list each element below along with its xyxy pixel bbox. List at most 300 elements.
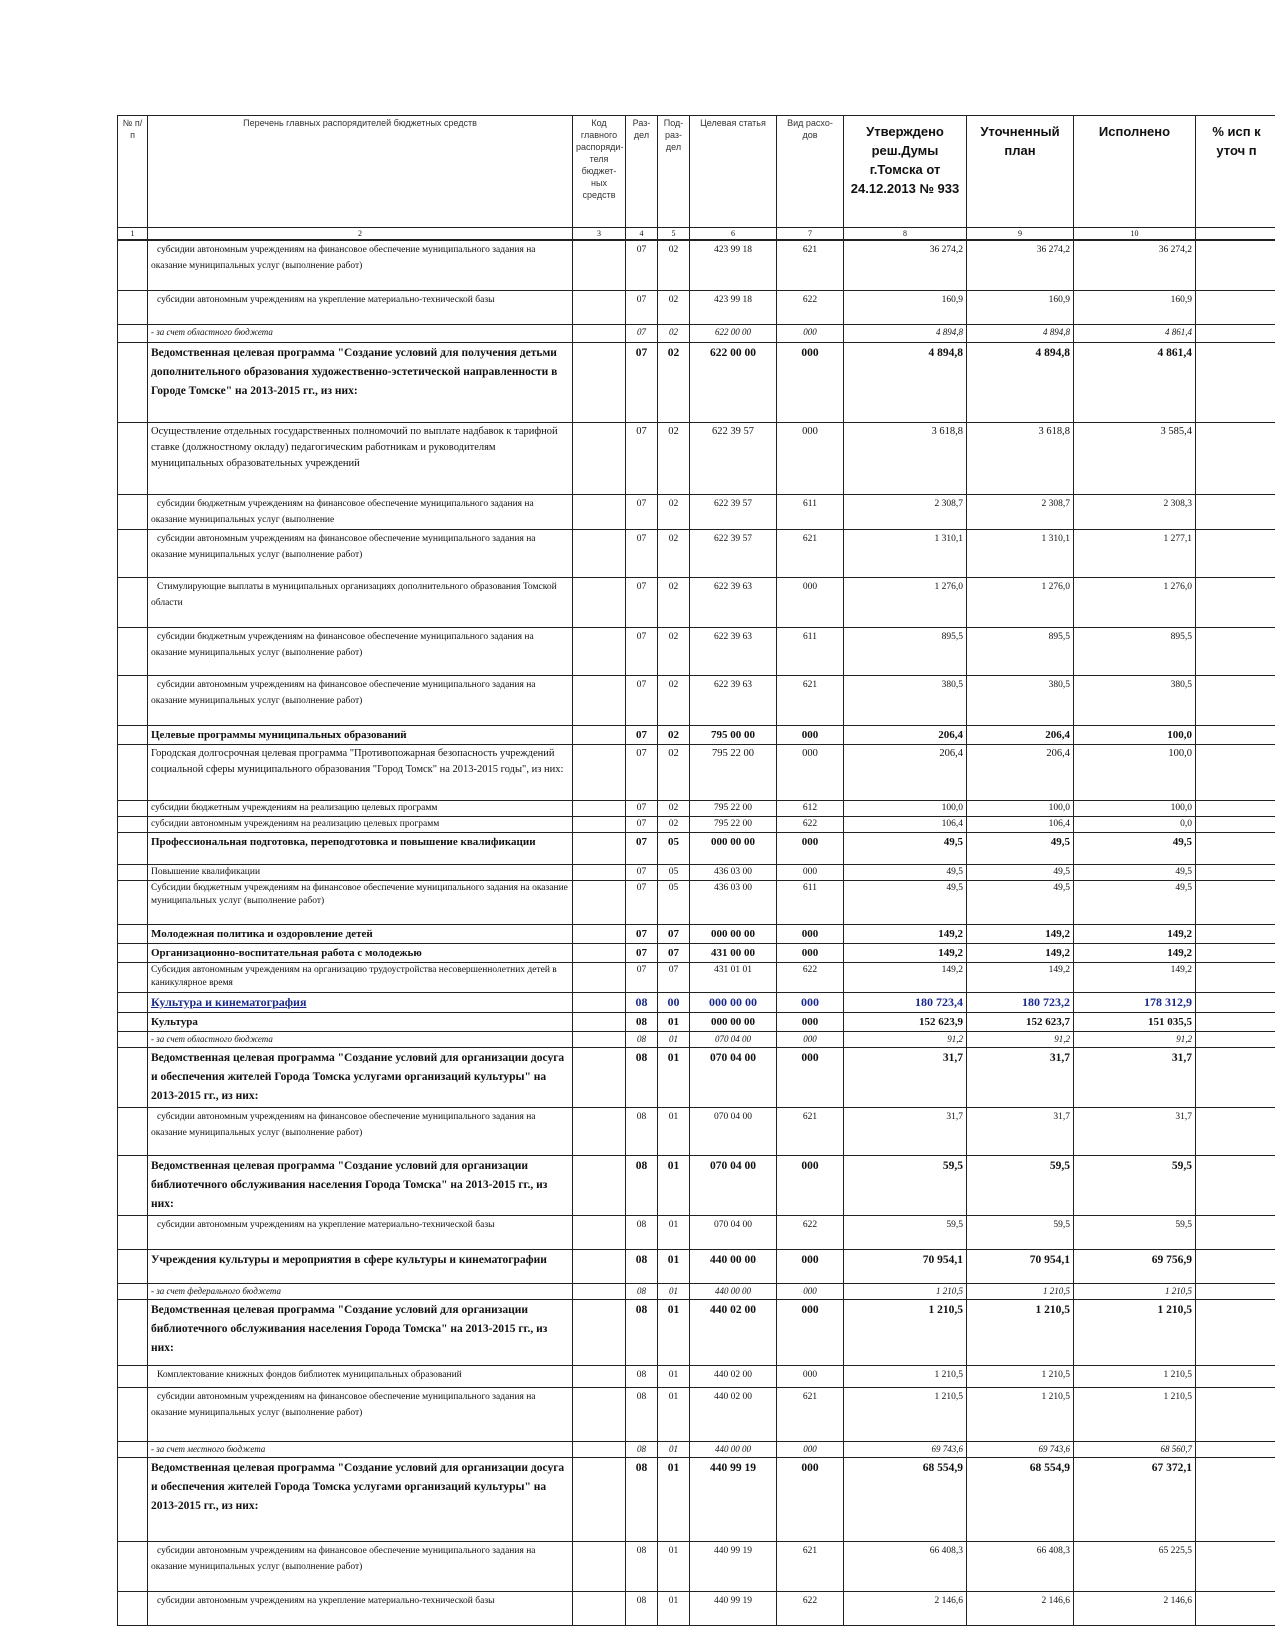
colnum: 7: [777, 228, 844, 241]
cell-vr: 611: [777, 880, 844, 924]
cell-exec: 4 861,4: [1074, 324, 1196, 342]
cell-name: - за счет областного бюджета: [148, 1031, 573, 1047]
cell-pr: 00: [658, 992, 690, 1012]
cell-plan: 149,2: [967, 962, 1074, 992]
cell-code: [573, 675, 626, 725]
cell-exec: 178 312,9: [1074, 992, 1196, 1012]
cell-vr: 000: [777, 1365, 844, 1387]
cell-plan: 1 276,0: [967, 577, 1074, 627]
cell-vr: 000: [777, 1155, 844, 1215]
cell-no: [118, 627, 148, 675]
cell-vr: 622: [777, 816, 844, 832]
cell-approved: 149,2: [844, 924, 967, 943]
cell-pct: [1196, 800, 1275, 816]
table-row: [118, 627, 1275, 675]
cell-exec: 31,7: [1074, 1047, 1196, 1107]
cell-name: субсидии бюджетным учреждениям на реализацию целевых программ: [148, 800, 573, 816]
cell-exec: 1 210,5: [1074, 1365, 1196, 1387]
cell-pct: [1196, 864, 1275, 880]
cell-plan: 31,7: [967, 1047, 1074, 1107]
cell-cs: 070 04 00: [690, 1155, 777, 1215]
cell-vr: 622: [777, 1591, 844, 1625]
cell-code: [573, 1047, 626, 1107]
cell-rz: 08: [626, 1047, 658, 1107]
cell-vr: 000: [777, 1457, 844, 1541]
cell-cs: 795 22 00: [690, 800, 777, 816]
cell-cs: 436 03 00: [690, 880, 777, 924]
cell-pr: 01: [658, 1365, 690, 1387]
table-row: [118, 290, 1275, 324]
cell-plan: 1 310,1: [967, 529, 1074, 577]
cell-pct: [1196, 494, 1275, 529]
cell-exec: 69 756,9: [1074, 1249, 1196, 1283]
cell-no: [118, 880, 148, 924]
cell-no: [118, 1541, 148, 1591]
table-row: [118, 880, 1275, 924]
cell-pr: 02: [658, 577, 690, 627]
table-row: [118, 577, 1275, 627]
cell-pr: 02: [658, 725, 690, 744]
table-row: [118, 725, 1275, 744]
cell-plan: 36 274,2: [967, 240, 1074, 290]
cell-no: [118, 290, 148, 324]
cell-no: [118, 725, 148, 744]
cell-exec: 1 210,5: [1074, 1299, 1196, 1365]
table-row: [118, 1283, 1275, 1299]
cell-code: [573, 240, 626, 290]
header-type: Вид расхо-дов: [777, 116, 844, 228]
cell-code: [573, 324, 626, 342]
cell-pr: 02: [658, 816, 690, 832]
cell-vr: 000: [777, 744, 844, 800]
cell-rz: 07: [626, 422, 658, 494]
cell-rz: 08: [626, 1441, 658, 1457]
cell-approved: 91,2: [844, 1031, 967, 1047]
cell-rz: 08: [626, 1299, 658, 1365]
cell-exec: 36 274,2: [1074, 240, 1196, 290]
cell-name: субсидии автономным учреждениям на укрепление материально-технической базы: [148, 290, 573, 324]
cell-code: [573, 1441, 626, 1457]
cell-pct: [1196, 924, 1275, 943]
cell-cs: 440 00 00: [690, 1283, 777, 1299]
cell-pr: 01: [658, 1012, 690, 1031]
cell-rz: 08: [626, 992, 658, 1012]
cell-pct: [1196, 240, 1275, 290]
cell-plan: 4 894,8: [967, 342, 1074, 422]
table-row: [118, 1365, 1275, 1387]
cell-plan: 1 210,5: [967, 1299, 1074, 1365]
cell-exec: 67 372,1: [1074, 1457, 1196, 1541]
cell-no: [118, 529, 148, 577]
cell-vr: 000: [777, 864, 844, 880]
cell-code: [573, 725, 626, 744]
cell-code: [573, 943, 626, 962]
cell-pct: [1196, 1441, 1275, 1457]
cell-approved: 36 274,2: [844, 240, 967, 290]
cell-code: [573, 342, 626, 422]
table-row: [118, 816, 1275, 832]
cell-code: [573, 1031, 626, 1047]
cell-no: [118, 992, 148, 1012]
cell-no: [118, 422, 148, 494]
cell-rz: 07: [626, 324, 658, 342]
colnum: 3: [573, 228, 626, 241]
cell-pr: 01: [658, 1441, 690, 1457]
table-row: [118, 1541, 1275, 1591]
cell-rz: 08: [626, 1215, 658, 1249]
cell-exec: 49,5: [1074, 864, 1196, 880]
cell-cs: 000 00 00: [690, 832, 777, 864]
cell-cs: 795 00 00: [690, 725, 777, 744]
header-code: Код главного распоряди-теля бюджет-ных средств: [573, 116, 626, 228]
cell-exec: 4 861,4: [1074, 342, 1196, 422]
cell-plan: 59,5: [967, 1215, 1074, 1249]
cell-pr: 01: [658, 1591, 690, 1625]
colnum: 4: [626, 228, 658, 241]
cell-plan: 380,5: [967, 675, 1074, 725]
budget-table: [117, 115, 1275, 1626]
cell-code: [573, 577, 626, 627]
cell-vr: 000: [777, 832, 844, 864]
cell-code: [573, 1107, 626, 1155]
cell-plan: 70 954,1: [967, 1249, 1074, 1283]
cell-cs: 000 00 00: [690, 1012, 777, 1031]
table-row: [118, 1012, 1275, 1031]
cell-pct: [1196, 1299, 1275, 1365]
cell-name: Ведомственная целевая программа "Создание условий для получения детьми дополнительного образования художественно-эстетической направленности в Городе Томске" на 2013-2015 гг., из них:: [148, 342, 573, 422]
cell-approved: 66 408,3: [844, 1541, 967, 1591]
table-row: [118, 800, 1275, 816]
cell-vr: 621: [777, 240, 844, 290]
cell-approved: 49,5: [844, 832, 967, 864]
cell-code: [573, 1365, 626, 1387]
cell-approved: 149,2: [844, 962, 967, 992]
cell-vr: 000: [777, 725, 844, 744]
cell-pr: 01: [658, 1283, 690, 1299]
cell-name: Субсидии бюджетным учреждениям на финансовое обеспечение муниципального задания на оказание муниципальных услуг (выполнение работ): [148, 880, 573, 924]
cell-pr: 01: [658, 1107, 690, 1155]
table-row: [118, 1457, 1275, 1541]
cell-pr: 01: [658, 1387, 690, 1441]
table-row: [118, 1047, 1275, 1107]
table-row: [118, 1031, 1275, 1047]
cell-pct: [1196, 1387, 1275, 1441]
cell-name: субсидии автономным учреждениям на финансовое обеспечение муниципального задания на оказание муниципальных услуг (выполнение работ): [148, 240, 573, 290]
cell-plan: 49,5: [967, 880, 1074, 924]
cell-name: субсидии автономным учреждениям на укрепление материально-технической базы: [148, 1215, 573, 1249]
cell-no: [118, 1387, 148, 1441]
cell-vr: 621: [777, 1541, 844, 1591]
cell-name: Повышение квалификации: [148, 864, 573, 880]
cell-name: субсидии автономным учреждениям на финансовое обеспечение муниципального задания на оказание муниципальных услуг (выполнение работ): [148, 1107, 573, 1155]
cell-approved: 70 954,1: [844, 1249, 967, 1283]
cell-no: [118, 1299, 148, 1365]
cell-code: [573, 1591, 626, 1625]
colnum: 9: [967, 228, 1074, 241]
cell-pr: 02: [658, 494, 690, 529]
cell-cs: 440 02 00: [690, 1387, 777, 1441]
cell-name: Профессиональная подготовка, переподготовка и повышение квалификации: [148, 832, 573, 864]
cell-vr: 621: [777, 1387, 844, 1441]
cell-rz: 07: [626, 529, 658, 577]
cell-plan: 100,0: [967, 800, 1074, 816]
cell-rz: 07: [626, 943, 658, 962]
table-row: [118, 1155, 1275, 1215]
cell-rz: 08: [626, 1012, 658, 1031]
cell-pct: [1196, 1047, 1275, 1107]
cell-pct: [1196, 1031, 1275, 1047]
cell-approved: 206,4: [844, 744, 967, 800]
table-row: [118, 962, 1275, 992]
cell-code: [573, 627, 626, 675]
cell-exec: 100,0: [1074, 744, 1196, 800]
cell-vr: 611: [777, 494, 844, 529]
cell-vr: 622: [777, 1215, 844, 1249]
table-row: [118, 943, 1275, 962]
cell-plan: 152 623,7: [967, 1012, 1074, 1031]
cell-name: Молодежная политика и оздоровление детей: [148, 924, 573, 943]
cell-code: [573, 924, 626, 943]
cell-rz: 07: [626, 880, 658, 924]
cell-pct: [1196, 1365, 1275, 1387]
cell-pct: [1196, 1107, 1275, 1155]
cell-exec: 2 308,3: [1074, 494, 1196, 529]
cell-exec: 3 585,4: [1074, 422, 1196, 494]
cell-rz: 07: [626, 627, 658, 675]
cell-plan: 180 723,2: [967, 992, 1074, 1012]
cell-vr: 622: [777, 962, 844, 992]
cell-exec: 100,0: [1074, 800, 1196, 816]
cell-plan: 49,5: [967, 864, 1074, 880]
cell-cs: 622 39 63: [690, 577, 777, 627]
cell-code: [573, 290, 626, 324]
cell-approved: 100,0: [844, 800, 967, 816]
cell-cs: 423 99 18: [690, 290, 777, 324]
cell-vr: 000: [777, 324, 844, 342]
cell-no: [118, 1283, 148, 1299]
cell-name: Стимулирующие выплаты в муниципальных организациях дополнительного образования Томской области: [148, 577, 573, 627]
cell-name: Городская долгосрочная целевая программа "Противопожарная безопасность учреждений социальной сферы муниципального образования "Город Томск" на 2013-2015 годы", из них:: [148, 744, 573, 800]
cell-name: субсидии автономным учреждениям на финансовое обеспечение муниципального задания на оказание муниципальных услуг (выполнение работ): [148, 1541, 573, 1591]
cell-code: [573, 529, 626, 577]
cell-plan: 3 618,8: [967, 422, 1074, 494]
cell-pr: 01: [658, 1457, 690, 1541]
cell-pr: 02: [658, 627, 690, 675]
cell-vr: 000: [777, 1441, 844, 1457]
table-body: [118, 240, 1275, 1625]
cell-pct: [1196, 832, 1275, 864]
colnum: 8: [844, 228, 967, 241]
cell-vr: 000: [777, 1249, 844, 1283]
cell-plan: 1 210,5: [967, 1283, 1074, 1299]
cell-exec: 380,5: [1074, 675, 1196, 725]
cell-rz: 08: [626, 1541, 658, 1591]
cell-code: [573, 816, 626, 832]
cell-no: [118, 240, 148, 290]
budget-table-sheet: [117, 115, 1275, 1626]
cell-plan: 4 894,8: [967, 324, 1074, 342]
cell-no: [118, 816, 148, 832]
cell-pct: [1196, 1591, 1275, 1625]
cell-name: субсидии бюджетным учреждениям на финансовое обеспечение муниципального задания на оказание муниципальных услуг (выполнение работ): [148, 627, 573, 675]
cell-pct: [1196, 962, 1275, 992]
cell-pr: 02: [658, 290, 690, 324]
cell-approved: 4 894,8: [844, 342, 967, 422]
cell-plan: 49,5: [967, 832, 1074, 864]
cell-vr: 622: [777, 290, 844, 324]
cell-name: Ведомственная целевая программа "Создание условий для организации досуга и обеспечения жителей Города Томска услугами организаций культуры" на 2013-2015 гг., из них:: [148, 1047, 573, 1107]
cell-rz: 07: [626, 494, 658, 529]
cell-code: [573, 1283, 626, 1299]
cell-exec: 895,5: [1074, 627, 1196, 675]
cell-pr: 05: [658, 880, 690, 924]
cell-approved: 380,5: [844, 675, 967, 725]
table-row: [118, 1387, 1275, 1441]
cell-pct: [1196, 577, 1275, 627]
cell-plan: 149,2: [967, 924, 1074, 943]
cell-pr: 05: [658, 832, 690, 864]
cell-rz: 08: [626, 1387, 658, 1441]
cell-plan: 160,9: [967, 290, 1074, 324]
cell-no: [118, 943, 148, 962]
cell-approved: 49,5: [844, 864, 967, 880]
cell-pct: [1196, 627, 1275, 675]
cell-plan: 895,5: [967, 627, 1074, 675]
cell-no: [118, 1031, 148, 1047]
cell-no: [118, 342, 148, 422]
cell-exec: 1 276,0: [1074, 577, 1196, 627]
cell-approved: 49,5: [844, 880, 967, 924]
cell-no: [118, 1215, 148, 1249]
colnum: 2: [148, 228, 573, 241]
cell-no: [118, 1047, 148, 1107]
cell-pr: 01: [658, 1541, 690, 1591]
cell-approved: 4 894,8: [844, 324, 967, 342]
cell-plan: 69 743,6: [967, 1441, 1074, 1457]
cell-pr: 05: [658, 864, 690, 880]
cell-cs: 070 04 00: [690, 1215, 777, 1249]
cell-code: [573, 962, 626, 992]
cell-code: [573, 1457, 626, 1541]
cell-cs: 431 01 01: [690, 962, 777, 992]
colnum: 5: [658, 228, 690, 241]
table-row: [118, 342, 1275, 422]
cell-approved: 1 210,5: [844, 1283, 967, 1299]
header-approved: Утверждено реш.Думы г.Томска от 24.12.2013 № 933: [844, 116, 967, 228]
cell-plan: 149,2: [967, 943, 1074, 962]
header-target: Целевая статья: [690, 116, 777, 228]
cell-plan: 91,2: [967, 1031, 1074, 1047]
cell-name: субсидии автономным учреждениям на укрепление материально-технической базы: [148, 1591, 573, 1625]
colnum: 6: [690, 228, 777, 241]
cell-exec: 149,2: [1074, 943, 1196, 962]
cell-cs: 436 03 00: [690, 864, 777, 880]
header-name: Перечень главных распорядителей бюджетных средств: [148, 116, 573, 228]
cell-approved: 1 210,5: [844, 1299, 967, 1365]
cell-plan: 1 210,5: [967, 1387, 1074, 1441]
header-podrazdel: Под-раз-дел: [658, 116, 690, 228]
table-row: [118, 744, 1275, 800]
cell-rz: 07: [626, 864, 658, 880]
cell-rz: 07: [626, 577, 658, 627]
cell-code: [573, 494, 626, 529]
cell-pr: 07: [658, 962, 690, 992]
column-numbers-row: [118, 228, 1275, 241]
cell-pct: [1196, 290, 1275, 324]
cell-code: [573, 832, 626, 864]
cell-pct: [1196, 1155, 1275, 1215]
cell-plan: 2 308,7: [967, 494, 1074, 529]
cell-pr: 02: [658, 240, 690, 290]
table-row: [118, 422, 1275, 494]
cell-rz: 07: [626, 675, 658, 725]
cell-name: субсидии автономным учреждениям на финансовое обеспечение муниципального задания на оказание муниципальных услуг (выполнение работ): [148, 675, 573, 725]
cell-pr: 02: [658, 800, 690, 816]
cell-no: [118, 832, 148, 864]
cell-rz: 07: [626, 832, 658, 864]
cell-pct: [1196, 1457, 1275, 1541]
cell-no: [118, 1012, 148, 1031]
cell-cs: 070 04 00: [690, 1107, 777, 1155]
cell-approved: 68 554,9: [844, 1457, 967, 1541]
cell-approved: 69 743,6: [844, 1441, 967, 1457]
cell-no: [118, 675, 148, 725]
cell-pct: [1196, 816, 1275, 832]
cell-plan: 1 210,5: [967, 1365, 1074, 1387]
cell-name: субсидии бюджетным учреждениям на финансовое обеспечение муниципального задания на оказание муниципальных услуг (выполнение: [148, 494, 573, 529]
cell-approved: 180 723,4: [844, 992, 967, 1012]
cell-no: [118, 1457, 148, 1541]
cell-pct: [1196, 725, 1275, 744]
cell-no: [118, 1365, 148, 1387]
cell-cs: 440 00 00: [690, 1249, 777, 1283]
cell-approved: 31,7: [844, 1047, 967, 1107]
cell-approved: 160,9: [844, 290, 967, 324]
cell-rz: 08: [626, 1365, 658, 1387]
cell-pct: [1196, 529, 1275, 577]
cell-name: Субсидия автономным учреждениям на организацию трудоустройства несовершеннолетних детей в каникулярное время: [148, 962, 573, 992]
cell-pct: [1196, 675, 1275, 725]
cell-pr: 02: [658, 744, 690, 800]
cell-cs: 622 00 00: [690, 342, 777, 422]
cell-vr: 621: [777, 529, 844, 577]
cell-approved: 59,5: [844, 1155, 967, 1215]
header-exec: Исполнено: [1074, 116, 1196, 228]
cell-name: - за счет местного бюджета: [148, 1441, 573, 1457]
cell-cs: 070 04 00: [690, 1031, 777, 1047]
colnum: 10: [1074, 228, 1196, 241]
cell-pr: 01: [658, 1215, 690, 1249]
cell-name: Ведомственная целевая программа "Создание условий для организации досуга и обеспечения жителей Города Томска услугами организаций культуры" на 2013-2015 гг., из них:: [148, 1457, 573, 1541]
cell-pct: [1196, 1215, 1275, 1249]
cell-code: [573, 1249, 626, 1283]
cell-pct: [1196, 1012, 1275, 1031]
cell-cs: 440 00 00: [690, 1441, 777, 1457]
cell-vr: 612: [777, 800, 844, 816]
cell-rz: 08: [626, 1031, 658, 1047]
cell-pct: [1196, 342, 1275, 422]
cell-approved: 1 276,0: [844, 577, 967, 627]
table-row: [118, 494, 1275, 529]
cell-exec: 49,5: [1074, 880, 1196, 924]
cell-rz: 08: [626, 1107, 658, 1155]
cell-plan: 68 554,9: [967, 1457, 1074, 1541]
cell-pct: [1196, 1249, 1275, 1283]
cell-vr: 000: [777, 992, 844, 1012]
cell-cs: 622 39 63: [690, 675, 777, 725]
header-pct: % исп к уточ п: [1196, 116, 1275, 228]
cell-pr: 02: [658, 529, 690, 577]
